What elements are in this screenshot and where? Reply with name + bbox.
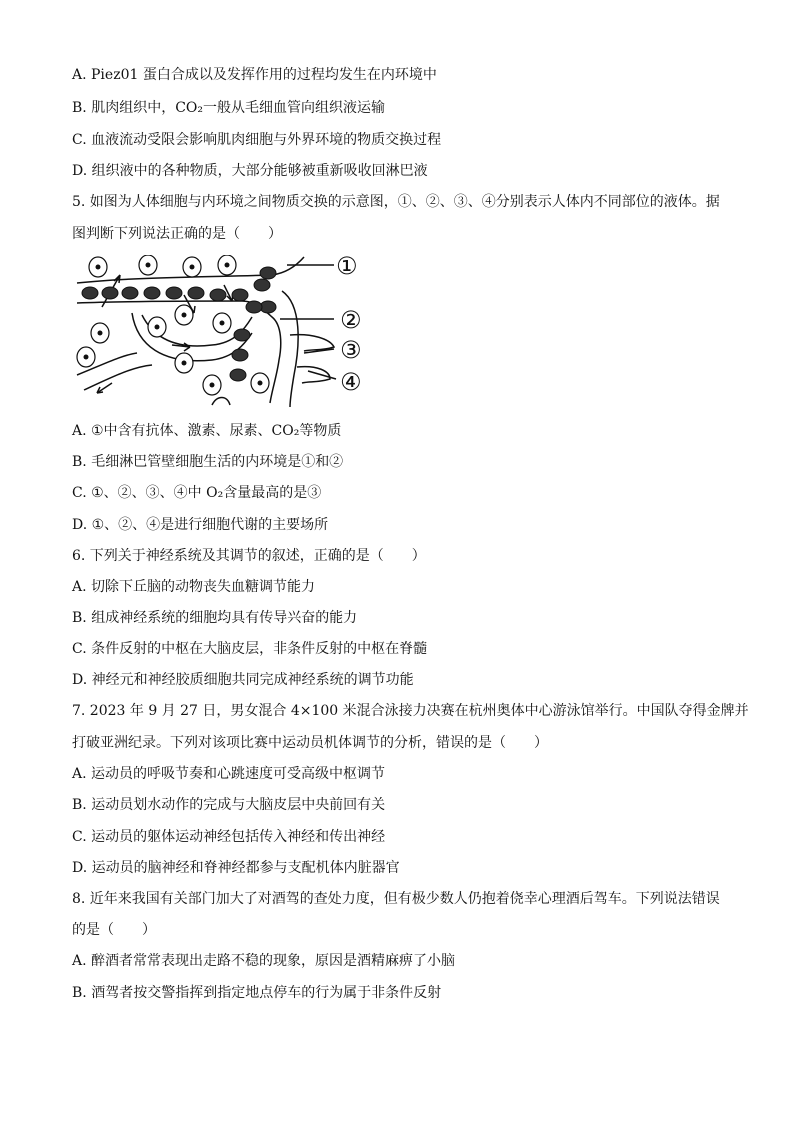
question-5-stem-cont: 图判断下列说法正确的是（ ） xyxy=(72,226,282,242)
line-q4a: A. Piez01 蛋白合成以及发挥作用的过程均发生在内环境中 xyxy=(72,67,437,83)
question-7-stem-cont: 打破亚洲纪录。下列对该项比赛中运动员机体调节的分析，错误的是（ ） xyxy=(72,735,548,751)
option-6d: D. 神经元和神经胶质细胞共同完成神经系统的调节功能 xyxy=(72,672,414,688)
option-8b: B. 酒驾者按交警指挥到指定地点停车的行为属于非条件反射 xyxy=(72,985,442,1001)
question-6-stem: 6. 下列关于神经系统及其调节的叙述，正确的是（ ） xyxy=(72,548,426,564)
option-7d: D. 运动员的脑神经和脊神经都参与支配机体内脏器官 xyxy=(72,860,400,876)
option-6b: B. 组成神经系统的细胞均具有传导兴奋的能力 xyxy=(72,610,358,626)
option-5a: A. ①中含有抗体、激素、尿素、CO₂等物质 xyxy=(72,423,342,439)
option-7b: B. 运动员划水动作的完成与大脑皮层中央前回有关 xyxy=(72,797,386,813)
label-4: ④ xyxy=(340,368,362,396)
label-3: ③ xyxy=(340,336,362,364)
question-8-stem-cont: 的是（ ） xyxy=(72,922,156,938)
question-5-stem: 5. 如图为人体细胞与内环境之间物质交换的示意图，①、②、③、④分别表示人体内不同部位的液体。据 xyxy=(72,194,720,210)
option-5c: C. ①、②、③、④中 O₂含量最高的是③ xyxy=(72,485,322,501)
label-1: ① xyxy=(336,255,358,280)
option-7c: C. 运动员的躯体运动神经包括传入神经和传出神经 xyxy=(72,829,386,845)
question-7-stem: 7. 2023 年 9 月 27 日，男女混合 4×100 米混合泳接力决赛在杭州奥体中心游泳馆举行。中国队夺得金牌并 xyxy=(72,703,749,719)
line-q4c: C. 血液流动受限会影响肌肉细胞与外界环境的物质交换过程 xyxy=(72,132,442,148)
option-8a: A. 醉酒者常常表现出走路不稳的现象，原因是酒精麻痹了小脑 xyxy=(72,953,456,969)
option-7a: A. 运动员的呼吸节奏和心跳速度可受高级中枢调节 xyxy=(72,766,386,782)
option-6a: A. 切除下丘脑的动物丧失血糖调节能力 xyxy=(72,579,316,595)
exchange-diagram xyxy=(72,255,382,410)
label-2: ② xyxy=(340,306,362,334)
option-5d: D. ①、②、④是进行细胞代谢的主要场所 xyxy=(72,517,329,533)
line-q4d: D. 组织液中的各种物质，大部分能够被重新吸收回淋巴液 xyxy=(72,163,428,179)
question-8-stem: 8. 近年来我国有关部门加大了对酒驾的查处力度，但有极少数人仍抱着侥幸心理酒后驾车。下列说法错误 xyxy=(72,891,720,907)
option-5b: B. 毛细淋巴管壁细胞生活的内环境是①和② xyxy=(72,454,344,470)
line-q4b: B. 肌肉组织中，CO₂一般从毛细血管向组织液运输 xyxy=(72,100,385,116)
option-6c: C. 条件反射的中枢在大脑皮层，非条件反射的中枢在脊髓 xyxy=(72,641,428,657)
